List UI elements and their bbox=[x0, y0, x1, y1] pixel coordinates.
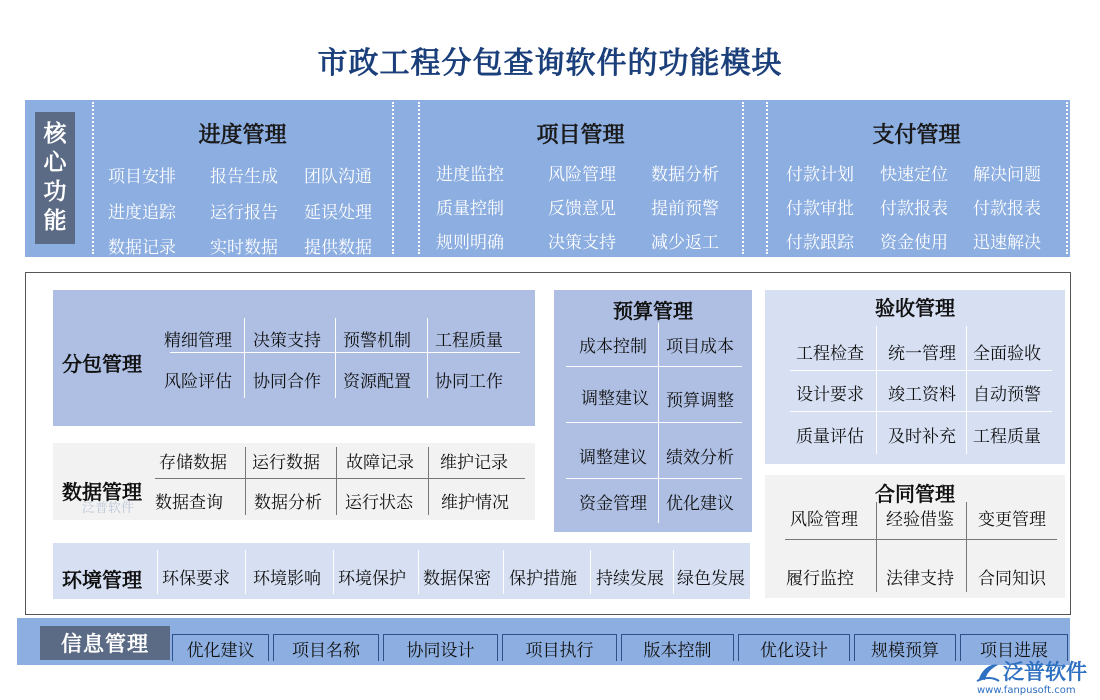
contract-title: 合同管理 bbox=[875, 482, 955, 506]
subcontract-item: 预警机制 bbox=[343, 331, 411, 351]
schedule-item: 提供数据 bbox=[304, 238, 372, 258]
payment-item: 付款跟踪 bbox=[786, 233, 854, 253]
schedule-item: 报告生成 bbox=[210, 167, 278, 187]
col-divider bbox=[966, 502, 967, 592]
schedule-item: 团队沟通 bbox=[304, 167, 372, 187]
contract-item: 风险管理 bbox=[790, 510, 858, 530]
group-title-schedule: 进度管理 bbox=[198, 123, 287, 148]
divider bbox=[1066, 102, 1068, 254]
budget-item: 绩效分析 bbox=[666, 448, 734, 468]
acceptance-item: 工程检查 bbox=[796, 344, 864, 364]
info-item: 规模预算 bbox=[854, 634, 956, 661]
budget-item: 预算调整 bbox=[666, 391, 734, 411]
col-divider bbox=[333, 550, 334, 594]
page-title: 市政工程分包查询软件的功能模块 bbox=[317, 46, 783, 81]
acceptance-item: 及时补充 bbox=[888, 427, 956, 447]
schedule-item: 数据记录 bbox=[108, 238, 176, 258]
schedule-item: 延误处理 bbox=[304, 203, 372, 223]
acceptance-item: 工程质量 bbox=[973, 427, 1041, 447]
col-divider bbox=[418, 550, 419, 594]
acceptance-item: 设计要求 bbox=[796, 385, 864, 405]
row-divider bbox=[566, 478, 742, 479]
data-mgmt-item: 数据查询 bbox=[155, 493, 223, 513]
payment-item: 迅速解决 bbox=[973, 233, 1041, 253]
project-item: 反馈意见 bbox=[548, 199, 616, 219]
col-divider bbox=[966, 326, 967, 454]
contract-item: 合同知识 bbox=[978, 569, 1046, 589]
core-label-char: 核 bbox=[43, 121, 67, 147]
schedule-item: 进度追踪 bbox=[108, 203, 176, 223]
row-divider bbox=[790, 370, 1052, 371]
acceptance-item: 全面验收 bbox=[973, 344, 1041, 364]
data-mgmt-item: 故障记录 bbox=[346, 453, 414, 473]
environment-item: 保护措施 bbox=[509, 569, 577, 589]
contract-item: 履行监控 bbox=[786, 569, 854, 589]
data-mgmt-item: 维护情况 bbox=[441, 493, 509, 513]
project-item: 数据分析 bbox=[651, 165, 719, 185]
acceptance-item: 统一管理 bbox=[888, 344, 956, 364]
row-divider bbox=[170, 352, 520, 353]
budget-item: 成本控制 bbox=[579, 337, 647, 357]
project-item: 风险管理 bbox=[548, 165, 616, 185]
core-label-char: 能 bbox=[43, 208, 67, 234]
row-divider bbox=[785, 539, 1057, 540]
subcontract-title: 分包管理 bbox=[62, 352, 142, 376]
subcontract-item: 决策支持 bbox=[253, 331, 321, 351]
project-item: 质量控制 bbox=[436, 199, 504, 219]
col-divider bbox=[503, 550, 504, 594]
environment-item: 环境影响 bbox=[253, 569, 321, 589]
payment-item: 解决问题 bbox=[973, 165, 1041, 185]
divider bbox=[392, 102, 394, 254]
group-title-project: 项目管理 bbox=[536, 123, 625, 148]
environment-title: 环境管理 bbox=[62, 568, 142, 592]
core-label-char: 功 bbox=[43, 179, 67, 205]
budget-title: 预算管理 bbox=[613, 299, 693, 323]
environment-item: 环保要求 bbox=[162, 569, 230, 589]
info-item: 协同设计 bbox=[383, 634, 498, 661]
info-item: 版本控制 bbox=[621, 634, 734, 661]
environment-item: 环境保护 bbox=[338, 569, 406, 589]
info-management-label: 信息管理 bbox=[40, 626, 170, 660]
core-functions-label bbox=[35, 112, 75, 244]
brand-url: www.fanpusoft.com bbox=[977, 685, 1076, 696]
data-mgmt-item: 数据分析 bbox=[254, 493, 322, 513]
payment-item: 资金使用 bbox=[880, 233, 948, 253]
schedule-item: 项目安排 bbox=[108, 167, 176, 187]
col-divider bbox=[658, 323, 659, 523]
data-mgmt-item: 运行数据 bbox=[252, 453, 320, 473]
schedule-item: 运行报告 bbox=[210, 203, 278, 223]
data-mgmt-item: 存储数据 bbox=[159, 453, 227, 473]
col-divider bbox=[335, 318, 336, 398]
environment-item: 数据保密 bbox=[423, 569, 491, 589]
acceptance-item: 竣工资料 bbox=[888, 385, 956, 405]
col-divider bbox=[673, 550, 674, 594]
budget-item: 资金管理 bbox=[579, 494, 647, 514]
project-item: 进度监控 bbox=[436, 165, 504, 185]
row-divider bbox=[790, 411, 1052, 412]
col-divider bbox=[245, 550, 246, 594]
payment-item: 付款报表 bbox=[973, 199, 1041, 219]
subcontract-item: 协同合作 bbox=[253, 372, 321, 392]
col-divider bbox=[590, 550, 591, 594]
payment-item: 付款计划 bbox=[786, 165, 854, 185]
acceptance-title: 验收管理 bbox=[875, 296, 955, 320]
budget-item: 调整建议 bbox=[581, 389, 649, 409]
project-item: 提前预警 bbox=[651, 199, 719, 219]
contract-item: 法律支持 bbox=[886, 569, 954, 589]
divider bbox=[742, 102, 744, 254]
payment-item: 付款报表 bbox=[880, 199, 948, 219]
info-item: 优化建议 bbox=[172, 634, 269, 661]
budget-item: 优化建议 bbox=[666, 494, 734, 514]
subcontract-item: 协同工作 bbox=[435, 372, 503, 392]
core-label-char: 心 bbox=[43, 150, 67, 176]
row-divider bbox=[566, 422, 742, 423]
payment-item: 快速定位 bbox=[880, 165, 948, 185]
row-divider bbox=[566, 366, 742, 367]
project-item: 决策支持 bbox=[548, 233, 616, 253]
col-divider bbox=[427, 318, 428, 398]
row-divider bbox=[155, 478, 525, 479]
col-divider bbox=[244, 318, 245, 398]
info-item: 项目进展 bbox=[960, 634, 1068, 661]
subcontract-item: 工程质量 bbox=[435, 331, 503, 351]
brand-name: 泛普软件 bbox=[1003, 660, 1087, 684]
col-divider bbox=[336, 447, 337, 515]
environment-item: 绿色发展 bbox=[677, 569, 745, 589]
group-title-payment: 支付管理 bbox=[872, 123, 961, 148]
brand-logo bbox=[975, 656, 1095, 698]
budget-item: 项目成本 bbox=[666, 337, 734, 357]
schedule-item: 实时数据 bbox=[210, 238, 278, 258]
contract-item: 经验借鉴 bbox=[886, 510, 954, 530]
fanpu-logo-icon bbox=[975, 659, 1001, 685]
data-mgmt-item: 维护记录 bbox=[440, 453, 508, 473]
environment-item: 持续发展 bbox=[596, 569, 664, 589]
col-divider bbox=[876, 326, 877, 454]
col-divider bbox=[876, 502, 877, 592]
data-mgmt-title: 数据管理 bbox=[62, 480, 142, 504]
contract-item: 变更管理 bbox=[978, 510, 1046, 530]
project-item: 减少返工 bbox=[651, 233, 719, 253]
info-item: 项目名称 bbox=[273, 634, 379, 661]
col-divider bbox=[428, 447, 429, 515]
info-item: 优化设计 bbox=[738, 634, 850, 661]
info-item: 项目执行 bbox=[502, 634, 617, 661]
data-mgmt-item: 运行状态 bbox=[345, 493, 413, 513]
budget-item: 调整建议 bbox=[579, 448, 647, 468]
acceptance-item: 质量评估 bbox=[796, 427, 864, 447]
col-divider bbox=[157, 550, 158, 594]
subcontract-item: 风险评估 bbox=[164, 372, 232, 392]
col-divider bbox=[245, 447, 246, 515]
brand-watermark: 泛普软件 bbox=[82, 501, 135, 516]
subcontract-item: 资源配置 bbox=[343, 372, 411, 392]
subcontract-item: 精细管理 bbox=[164, 331, 232, 351]
payment-item: 付款审批 bbox=[786, 199, 854, 219]
acceptance-item: 自动预警 bbox=[973, 385, 1041, 405]
project-item: 规则明确 bbox=[436, 233, 504, 253]
